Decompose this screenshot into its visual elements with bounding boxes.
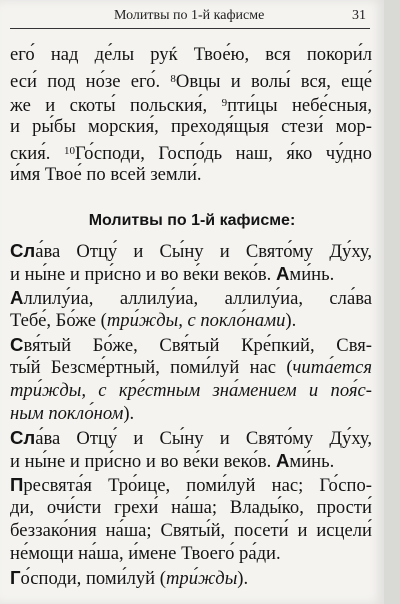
drop-initial: А	[10, 287, 24, 308]
prayer-5-line-4: не́мощи на́ша, и́мене Твоего́ ра́ди.	[10, 543, 281, 564]
psalm-line-3: же и скоты́ польския́, $^9$пти́цы небе́сныя,	[10, 95, 373, 116]
prayer-5-line-1: Пресвята́я Тро́ице, поми́луй нас; Го́спо-	[10, 474, 372, 496]
psalm-line-2: еси́ под но́зе его́. $^8$Овцы и волы́ вся, еще́	[10, 71, 372, 92]
verse-number: 10	[63, 145, 75, 157]
running-title: Молитвы по 1-й кафисме	[114, 8, 265, 23]
psalm-line-4: и ры́бы морския́, преходя́щыя стези́ мор-	[10, 116, 372, 137]
drop-initial: Г	[10, 567, 21, 588]
drop-initial: А	[275, 450, 290, 471]
psalm-line-1: его́ над де́лы руќ Твое́ю, вся покори́л	[10, 44, 372, 65]
drop-initial: П	[10, 474, 24, 495]
prayer-4-line-2: и ны́не и при́сно и во ве́ки веко́в. Ами́нь.	[10, 450, 335, 472]
prayer-4-line-1: Сла́ва Отцу́ и Сы́ну и Свято́му Ду́ху,	[10, 427, 372, 449]
prayer-5-line-2: ди, очи́сти грехи́ на́ша; Влады́ко, прости́	[10, 497, 372, 518]
drop-initial: Сл	[10, 240, 36, 261]
prayer-3-line-4: ным покло́ном).	[10, 403, 135, 424]
running-header	[10, 6, 370, 29]
prayer-3-line-1: Свя́тый Бо́же, Свя́тый Кре́пкий, Свя-	[10, 334, 372, 356]
prayer-3-line-3: три́жды, с кре́стным зна́мением и поя́с-	[10, 380, 372, 401]
verse-number: 9	[221, 97, 228, 109]
drop-initial: Сл	[10, 427, 36, 448]
section-title: Молитвы по 1-й кафисме:	[88, 212, 296, 229]
drop-initial: А	[275, 263, 290, 284]
prayer-2-line-2: Тебе́, Бо́же (три́жды, с покло́нами).	[10, 310, 297, 331]
prayer-6-line-1: Го́споди, поми́луй (три́жды).	[10, 567, 249, 589]
prayer-3-line-2: ты́й Безсме́ртный, поми́луй нас (чита́ется	[10, 357, 372, 378]
psalm-line-5: ския́. $^{10}$Го́споди, Госпо́дь наш, я́ко чу́дно	[10, 143, 372, 164]
prayer-1-line-1: Сла́ва Отцу́ и Сы́ну и Свято́му Ду́ху,	[10, 240, 372, 262]
psalm-line-6: и́мя Твое́ по всей земли́.	[10, 164, 202, 185]
page-number: 31	[352, 8, 366, 23]
drop-initial: С	[10, 334, 24, 355]
prayer-1-line-2: и ны́не и при́сно и во ве́ки веко́в. Ами́нь.	[10, 263, 335, 285]
prayer-2-line-1: Аллилу́иа, аллилу́иа, аллилу́иа, сла́ва	[10, 287, 372, 309]
prayer-5-line-3: беззако́ния на́ша; Святы́й, посети́ и исцели́	[10, 520, 372, 541]
verse-number: 8	[170, 73, 176, 85]
